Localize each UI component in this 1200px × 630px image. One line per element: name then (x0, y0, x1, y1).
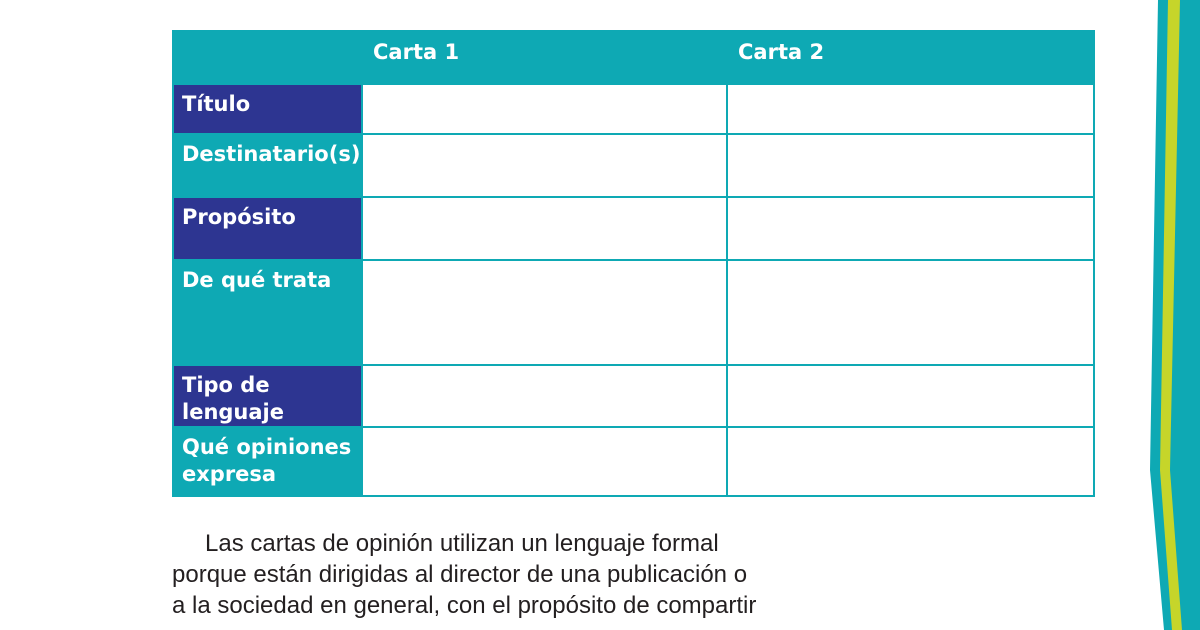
column-header-carta-2: Carta 2 (727, 31, 1094, 84)
row-label-titulo: Título (173, 84, 362, 134)
table-row (173, 427, 1094, 496)
cell-que-opiniones-carta-1[interactable] (362, 427, 727, 496)
paragraph-line: a la sociedad en general, con el propósito de compartir (172, 592, 757, 619)
cell-proposito-carta-1[interactable] (362, 197, 727, 260)
table-header-row (173, 31, 1094, 84)
header-corner (173, 31, 362, 84)
comparison-table (172, 30, 1095, 497)
paragraph-line: porque están dirigidas al director de una publicación o (172, 561, 748, 588)
row-label-que-opiniones-expresa: Qué opiniones expresa (173, 427, 362, 496)
table-row (173, 260, 1094, 365)
cell-de-que-trata-carta-2[interactable] (727, 260, 1094, 365)
table-row (173, 365, 1094, 427)
cell-proposito-carta-2[interactable] (727, 197, 1094, 260)
table-row (173, 197, 1094, 260)
cell-tipo-de-lenguaje-carta-1[interactable] (362, 365, 727, 427)
cell-titulo-carta-1[interactable] (362, 84, 727, 134)
row-label-destinatarios: Destinatario(s) (173, 134, 362, 197)
cell-destinatarios-carta-1[interactable] (362, 134, 727, 197)
row-label-proposito: Propósito (173, 197, 362, 260)
row-label-de-que-trata: De qué trata (173, 260, 362, 365)
table-row (173, 84, 1094, 134)
cell-titulo-carta-2[interactable] (727, 84, 1094, 134)
cell-tipo-de-lenguaje-carta-2[interactable] (727, 365, 1094, 427)
column-header-carta-1: Carta 1 (362, 31, 727, 84)
cell-destinatarios-carta-2[interactable] (727, 134, 1094, 197)
row-label-tipo-de-lenguaje: Tipo de lenguaje (173, 365, 362, 427)
page-edge-decoration (1140, 0, 1200, 630)
cell-de-que-trata-carta-1[interactable] (362, 260, 727, 365)
cell-que-opiniones-carta-2[interactable] (727, 427, 1094, 496)
table-row (173, 134, 1094, 197)
paragraph-line: Las cartas de opinión utilizan un lenguaje formal (205, 530, 719, 557)
body-paragraph (172, 528, 772, 621)
